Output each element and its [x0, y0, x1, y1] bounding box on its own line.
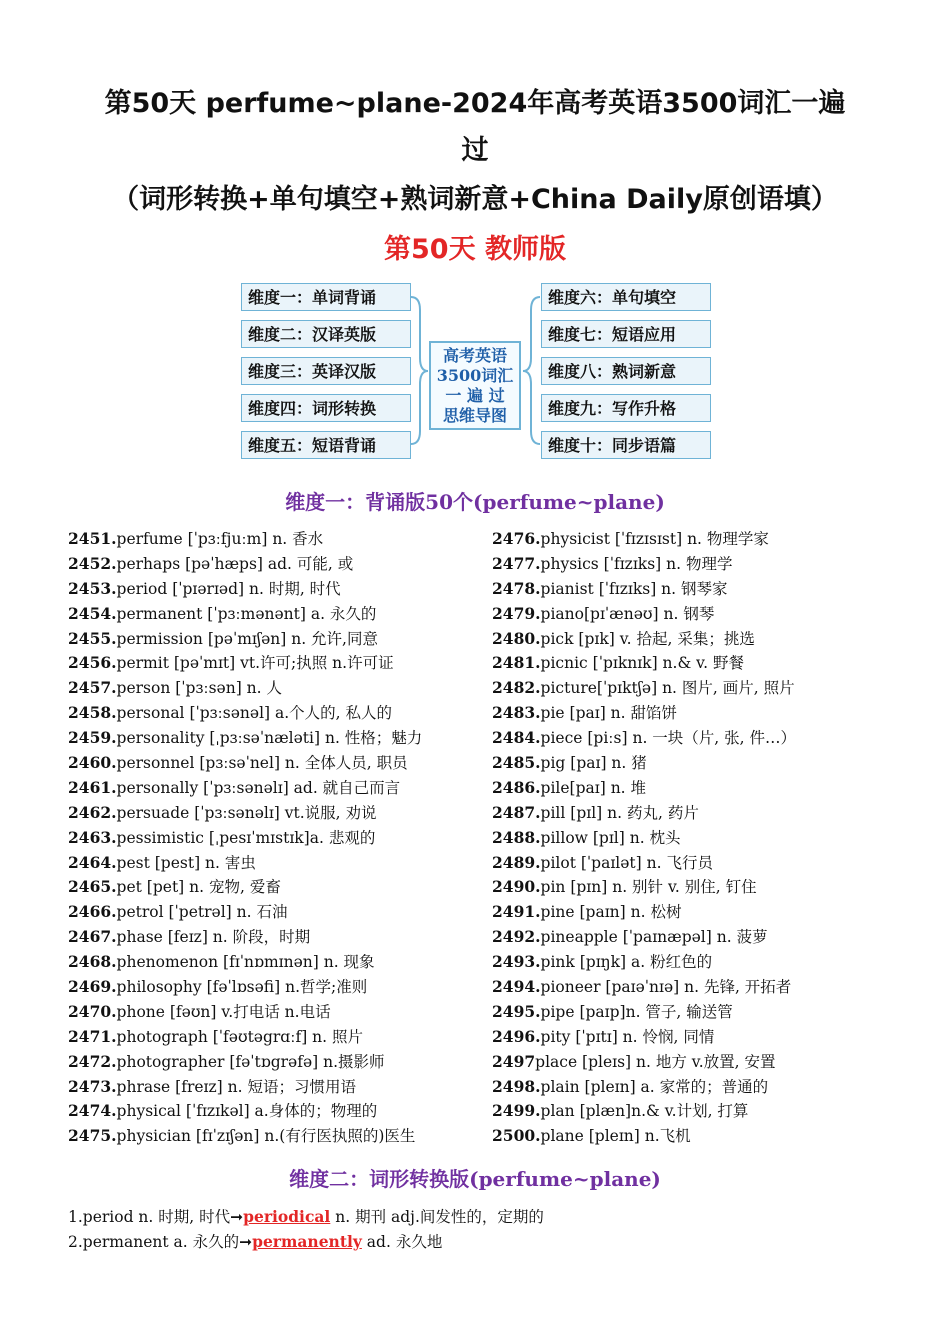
edition-label: 第50天 教师版	[384, 234, 566, 265]
vocab-entry: personality [ˌpɜːsəˈnæləti] n. 性格；魅力	[116, 729, 423, 748]
vocab-row	[68, 1050, 488, 1075]
vocab-entry: philosophy [fəˈlɒsəfi] n.哲学;准则	[116, 978, 368, 997]
vocab-entry: plain [pleɪn] a. 家常的；普通的	[540, 1077, 769, 1096]
vocab-number: 2471.	[68, 1026, 117, 1046]
page-title	[60, 80, 890, 174]
vocab-entry: pill [pɪl] n. 药丸, 药片	[540, 803, 699, 822]
vocab-row	[68, 1025, 488, 1050]
vocab-column-left	[68, 527, 488, 1149]
vocab-number: 2469.	[68, 977, 117, 997]
vocab-row	[68, 851, 488, 876]
vocab-row	[492, 751, 912, 776]
mindmap-left-item-4: 维度四：词形转换	[241, 394, 411, 422]
vocab-entry: perhaps [pəˈhæps] ad. 可能, 或	[116, 554, 354, 573]
mindmap-left-item-1: 维度一：单词背诵	[241, 283, 411, 311]
mindmap-right-item-1: 维度六：单句填空	[541, 283, 711, 311]
vocab-entry: pile[paɪ] n. 堆	[540, 778, 647, 797]
vocab-entry: piano[pɪˈænəʊ] n. 钢琴	[540, 604, 715, 623]
vocab-row	[492, 950, 912, 975]
vocab-entry: petrol [ˈpetrəl] n. 石油	[116, 903, 288, 922]
vocab-entry: pioneer [paɪəˈnɪə] n. 先锋, 开拓者	[540, 978, 792, 997]
vocab-number: 2476.	[492, 529, 541, 548]
vocab-number: 2490.	[492, 877, 541, 897]
vocab-number: 2488.	[492, 827, 541, 847]
word-form-prompt: 2.permanent a. 永久的➞	[68, 1233, 253, 1251]
vocab-number: 2459.	[68, 728, 117, 748]
section2-heading: 维度二：词形转换版(perfume~plane)	[289, 1167, 661, 1191]
vocab-entry: pig [paɪ] n. 猪	[540, 754, 647, 773]
mindmap-right-item-2: 维度七：短语应用	[541, 320, 711, 348]
vocab-number: 2480.	[492, 628, 541, 648]
word-form-row	[68, 1229, 888, 1254]
vocab-number: 2489.	[492, 852, 541, 872]
vocab-entry: pie [paɪ] n. 甜馅饼	[540, 704, 678, 723]
vocab-number: 2495.	[492, 1001, 541, 1021]
vocab-number: 2460.	[68, 753, 117, 773]
vocab-column-right	[492, 527, 912, 1149]
vocab-row	[492, 676, 912, 701]
vocab-number: 2474.	[68, 1101, 117, 1121]
vocab-row	[492, 527, 912, 552]
section1-heading: 维度一：背诵版50个(perfume~plane)	[285, 490, 665, 514]
vocab-row	[492, 900, 912, 925]
word-form-answer: permanently	[252, 1232, 362, 1251]
vocab-number: 2451.	[68, 529, 117, 548]
mindmap-left-item-5: 维度五：短语背诵	[241, 431, 411, 459]
vocab-row	[492, 726, 912, 751]
vocab-row	[68, 701, 488, 726]
vocab-number: 2473.	[68, 1076, 117, 1096]
vocab-entry: physician [fɪˈzɪʃən] n.(有行医执照的)医生	[116, 1127, 416, 1146]
vocab-number: 2467.	[68, 927, 117, 947]
mindmap-center-line-1: 高考英语	[442, 346, 507, 365]
vocab-row	[68, 801, 488, 826]
vocab-number: 2462.	[68, 802, 117, 822]
vocab-row	[492, 925, 912, 950]
vocab-entry: physics [ˈfɪzɪks] n. 物理学	[540, 554, 733, 573]
vocab-number: 2498.	[492, 1076, 541, 1096]
vocab-row	[492, 577, 912, 602]
vocab-row	[68, 602, 488, 627]
vocab-number: 2457.	[68, 678, 117, 698]
right-brace	[523, 297, 540, 444]
vocab-number: 2456.	[68, 653, 117, 673]
vocab-row	[68, 875, 488, 900]
vocab-row	[68, 1099, 488, 1124]
vocab-row	[492, 1124, 912, 1149]
mindmap-center-line-2: 3500词汇	[436, 366, 514, 385]
vocab-number: 2484.	[492, 728, 541, 748]
vocab-entry: permission [pəˈmɪʃən] n. 允许,同意	[116, 629, 378, 648]
vocab-row	[492, 627, 912, 652]
vocab-entry: perfume [ˈpɜːfjuːm] n. 香水	[116, 530, 324, 548]
vocab-number: 2496.	[492, 1026, 541, 1046]
vocab-entry: persuade [ˈpɜːsənəlɪ] vt.说服, 劝说	[116, 803, 377, 822]
title-line-1: 第50天 perfume~plane-2024年高考英语3500词汇一遍	[104, 88, 846, 119]
mindmap-center-line-4: 思维导图	[442, 406, 507, 425]
vocab-entry: phenomenon [fɪˈnɒmɪnən] n. 现象	[116, 953, 375, 972]
vocab-entry: physicist [ˈfɪzɪsɪst] n. 物理学家	[540, 530, 769, 548]
page-subtitle: （词形转换+单句填空+熟词新意+China Daily原创语填）	[112, 184, 838, 215]
mindmap-right-item-5: 维度十：同步语篇	[541, 431, 711, 459]
vocab-entry: pilot [ˈpaɪlət] n. 飞行员	[540, 853, 713, 872]
vocab-row	[492, 975, 912, 1000]
vocab-entry: pianist [ˈfɪzɪks] n. 钢琴家	[540, 579, 728, 598]
mindmap-right-item-4: 维度九：写作升格	[541, 394, 711, 422]
vocab-entry: phrase [freɪz] n. 短语；习惯用语	[116, 1077, 356, 1096]
vocab-entry: pineapple [ˈpaɪnæpəl] n. 菠萝	[540, 928, 768, 947]
vocab-entry: plan [plæn]n.& v.计划, 打算	[540, 1102, 749, 1121]
vocab-number: 2491.	[492, 902, 541, 922]
vocab-entry: physical [ˈfɪzɪkəl] a.身体的；物理的	[116, 1102, 378, 1121]
vocab-entry: pest [pest] n. 害虫	[116, 853, 256, 872]
vocab-number: 2455.	[68, 628, 117, 648]
vocab-row	[68, 627, 488, 652]
vocab-row	[68, 826, 488, 851]
vocab-number: 2499.	[492, 1101, 541, 1121]
mindmap-left-item-3: 维度三：英译汉版	[241, 357, 411, 385]
vocab-entry: permit [pəˈmɪt] vt.许可;执照 n.许可证	[116, 654, 394, 673]
word-form-list	[68, 1204, 888, 1254]
vocab-row	[68, 900, 488, 925]
vocab-row	[68, 676, 488, 701]
vocab-row	[492, 602, 912, 627]
vocab-entry: piece [piːs] n. 一块（片, 张, 件…）	[540, 729, 797, 748]
vocab-number: 2487.	[492, 802, 541, 822]
vocab-number: 2465.	[68, 877, 117, 897]
vocab-number: 2492.	[492, 927, 541, 947]
vocab-number: 2479.	[492, 603, 541, 623]
vocab-entry: permanent [ˈpɜːmənənt] a. 永久的	[116, 604, 377, 623]
vocab-row	[492, 651, 912, 676]
vocab-number: 2485.	[492, 753, 541, 773]
vocab-number: 2497	[492, 1051, 536, 1071]
vocab-entry: pick [pɪk] v. 拾起, 采集；挑选	[540, 629, 755, 648]
vocab-row	[68, 1075, 488, 1100]
vocab-number: 2468.	[68, 952, 117, 972]
vocab-row	[68, 651, 488, 676]
vocab-row	[68, 1124, 488, 1149]
word-form-answer: periodical	[243, 1207, 331, 1226]
vocab-row	[492, 701, 912, 726]
vocab-row	[68, 1000, 488, 1025]
vocab-number: 2452.	[68, 553, 117, 573]
vocab-number: 2482.	[492, 678, 541, 698]
vocab-number: 2493.	[492, 952, 541, 972]
vocab-number: 2463.	[68, 827, 117, 847]
mindmap-left-item-2: 维度二：汉译英版	[241, 320, 411, 348]
vocab-entry: personally [ˈpɜːsənəlɪ] ad. 就自己而言	[116, 778, 401, 797]
word-form-prompt: 1.period n. 时期, 时代➞	[68, 1208, 244, 1226]
vocab-row	[492, 552, 912, 577]
vocab-entry: personal [ˈpɜːsənəl] a.个人的, 私人的	[116, 704, 393, 723]
vocab-entry: person [ˈpɜːsən] n. 人	[116, 679, 283, 698]
vocab-row	[492, 875, 912, 900]
vocab-row	[68, 925, 488, 950]
vocab-row	[68, 776, 488, 801]
vocab-entry: pink [pɪŋk] a. 粉红色的	[540, 953, 713, 972]
vocab-row	[68, 950, 488, 975]
vocab-number: 2472.	[68, 1051, 117, 1071]
vocab-entry: pessimistic [ˌpesɪˈmɪstɪk]a. 悲观的	[116, 828, 376, 847]
vocab-row	[68, 975, 488, 1000]
mindmap-center	[429, 341, 521, 430]
vocab-number: 2483.	[492, 703, 541, 723]
mindmap-center-line-3: 一 遍 过	[445, 386, 505, 405]
vocab-entry: pity [ˈpɪtɪ] n. 怜悯, 同情	[540, 1027, 715, 1046]
vocab-entry: pet [pet] n. 宠物, 爱畜	[116, 878, 281, 897]
vocab-entry: plane [pleɪn] n.飞机	[540, 1127, 691, 1146]
vocab-entry: phase [feɪz] n. 阶段，时期	[116, 928, 311, 947]
vocab-row	[492, 851, 912, 876]
vocab-number: 2454.	[68, 603, 117, 623]
vocab-number: 2477.	[492, 553, 541, 573]
word-form-gloss: n. 期刊 adj.间发性的，定期的	[330, 1208, 544, 1226]
vocab-entry: pillow [pɪl] n. 枕头	[540, 828, 681, 847]
vocab-number: 2500.	[492, 1126, 541, 1146]
vocab-entry: place [pleɪs] n. 地方 v.放置, 安置	[535, 1052, 776, 1071]
mindmap-right-item-3: 维度八：熟词新意	[541, 357, 711, 385]
vocab-row	[68, 527, 488, 552]
vocab-entry: pine [paɪn] n. 松树	[540, 903, 682, 922]
vocab-entry: personnel [pɜːsəˈnel] n. 全体人员, 职员	[116, 754, 408, 773]
vocab-entry: period [ˈpɪərɪəd] n. 时期, 时代	[116, 579, 341, 598]
vocab-row	[68, 552, 488, 577]
vocab-entry: phone [fəʊn] v.打电话 n.电话	[116, 1002, 331, 1021]
vocab-row	[492, 1050, 912, 1075]
vocab-number: 2475.	[68, 1126, 117, 1146]
vocab-number: 2478.	[492, 578, 541, 598]
vocab-number: 2494.	[492, 977, 541, 997]
vocab-entry: pipe [paɪp]n. 管子, 输送管	[540, 1002, 733, 1021]
vocab-number: 2458.	[68, 703, 117, 723]
vocab-row	[68, 751, 488, 776]
vocab-number: 2466.	[68, 902, 117, 922]
vocab-number: 2486.	[492, 777, 541, 797]
vocab-number: 2481.	[492, 653, 541, 673]
vocab-row	[492, 826, 912, 851]
vocab-row	[68, 577, 488, 602]
vocab-row	[492, 776, 912, 801]
vocab-row	[492, 801, 912, 826]
vocab-row	[492, 1099, 912, 1124]
vocab-number: 2470.	[68, 1001, 117, 1021]
word-form-gloss: ad. 永久地	[361, 1233, 443, 1251]
vocab-entry: photograph [ˈfəʊtəgrɑːf] n. 照片	[116, 1027, 364, 1046]
word-form-row	[68, 1204, 888, 1229]
left-brace	[411, 297, 428, 444]
vocab-row	[492, 1025, 912, 1050]
vocab-number: 2464.	[68, 852, 117, 872]
vocab-row	[492, 1075, 912, 1100]
vocab-row	[68, 726, 488, 751]
title-line-2: 过	[461, 135, 489, 166]
vocab-entry: picnic [ˈpɪknɪk] n.& v. 野餐	[540, 654, 744, 673]
vocab-entry: pin [pɪn] n. 别针 v. 别住, 钉住	[540, 878, 757, 897]
vocab-row	[492, 1000, 912, 1025]
vocab-entry: picture[ˈpɪktʃə] n. 图片, 画片, 照片	[540, 679, 795, 698]
vocab-entry: photographer [fəˈtɒgrəfə] n.摄影师	[116, 1052, 385, 1071]
vocab-number: 2453.	[68, 578, 117, 598]
vocab-number: 2461.	[68, 777, 117, 797]
